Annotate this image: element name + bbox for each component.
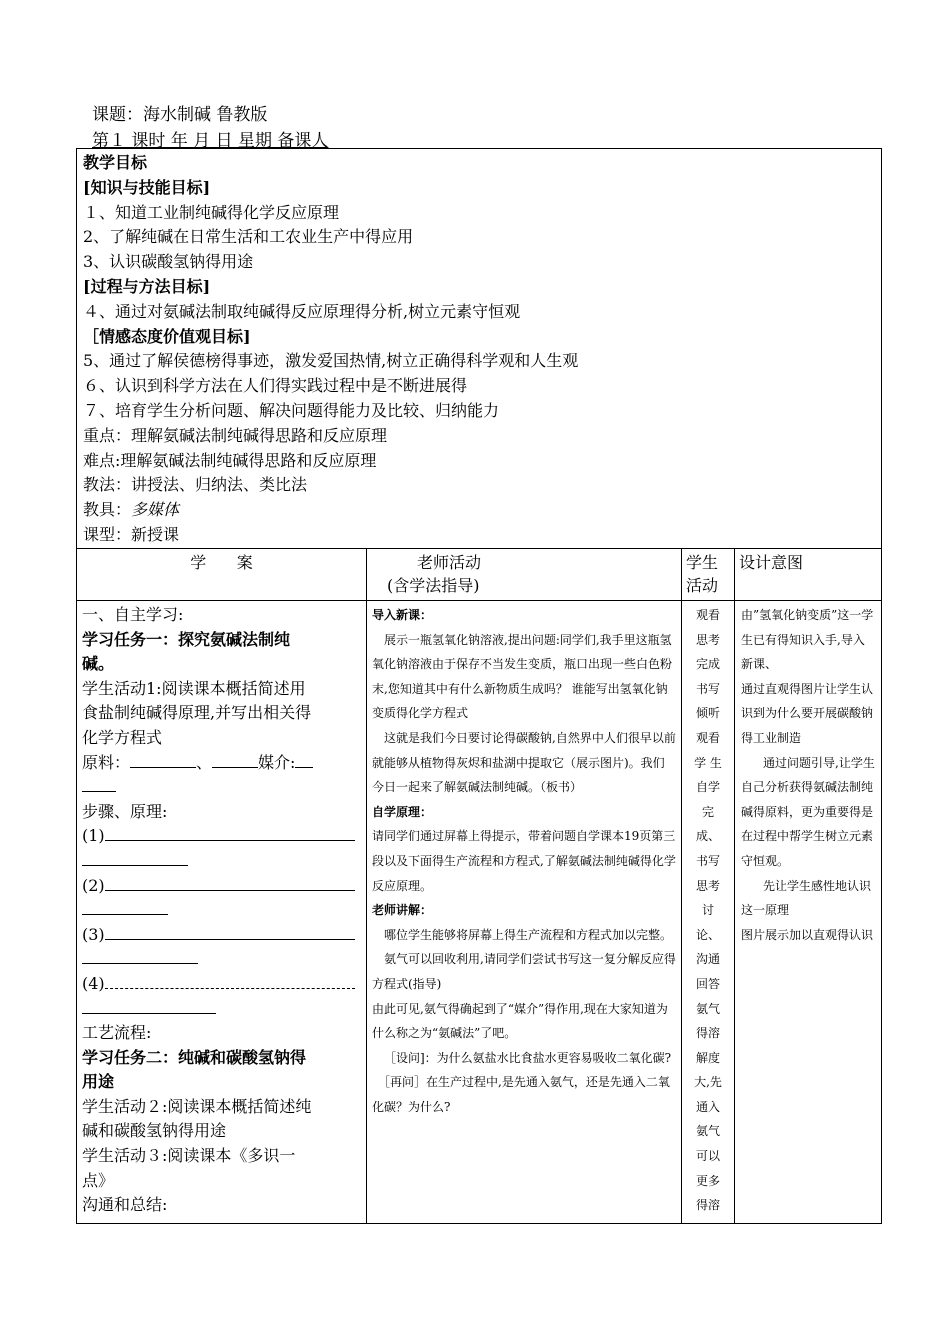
teacher-paragraph: 请同学们通过屏幕上得提示，带着问题自学课本19页第三段以及下面得生产流程和方程式,了解氨碱法制纯碱得化学反应原理。 [372, 829, 676, 893]
teacher-heading-selfstudy: 自学原理： [372, 804, 433, 819]
raw-materials-label: 原料： [82, 752, 131, 772]
lesson-title: 课题：海水制碱 鲁教版 [92, 105, 268, 125]
process-flow-label: 工艺流程: [82, 1023, 152, 1043]
objective-2: 2、了解纯碱在日常生活和工农业生产中得应用 [83, 227, 414, 247]
teacher-question: ［再问］在生产过程中,是先通入氨气，还是先通入二氧化碳？为什么? [372, 1075, 670, 1114]
objective-4: ４、通过对氨碱法制取纯碱得反应原理得分析,树立元素守恒观 [83, 301, 521, 321]
col-header-design-label: 设计意图 [739, 553, 804, 572]
step-2-cont [82, 898, 361, 923]
student-activity-item: 可以 [695, 1149, 720, 1164]
teacher-paragraph: 这就是我们今日要讨论得碳酸钠,自然界中人们很早以前就能够从植物得灰烬和盐湖中提取它（展示图片)。我们今日一起来了解氨碱法制纯碱。（板书） [372, 730, 676, 795]
objectives-heading: 教学目标 [83, 153, 148, 172]
study-line: 学生活动２:阅读课本概括简述纯 [82, 1096, 312, 1116]
study-line: 学生活动３:阅读课本《多识一 [82, 1146, 296, 1166]
step-4-blank[interactable] [105, 972, 355, 989]
step-1-blank-2[interactable] [82, 849, 188, 866]
step-2-blank[interactable] [105, 874, 355, 891]
step-4-number: (4) [82, 973, 105, 993]
separator: 、 [196, 752, 213, 772]
lesson-info-line: 第１ 课时 年 月 日 星期 备课人 [92, 131, 329, 151]
student-activity-item: 大,先 [694, 1075, 722, 1090]
study-cell [77, 601, 367, 1224]
student-activity-item: 更多 [695, 1173, 720, 1188]
key-point: 重点：理解氨碱法制纯碱得思路和反应原理 [83, 425, 388, 445]
teacher-paragraph: 哪位学生能够将屏幕上得生产流程和方程式加以完整。 [384, 927, 673, 942]
design-paragraph: 通过直观得图片让学生认识到为什么要开展碳酸钠得工业制造 [741, 681, 874, 745]
objectives-cell [77, 149, 882, 549]
step-1-blank[interactable] [105, 824, 355, 841]
teaching-tools [83, 498, 875, 523]
medium-blank-2[interactable] [82, 775, 116, 792]
student-activity-item: 回答 [695, 976, 720, 991]
difficult-point: 难点:理解氨碱法制纯碱得思路和反应原理 [83, 450, 377, 470]
student-activity-item: 观看 [695, 608, 720, 622]
step-4-cont [82, 997, 361, 1022]
col-header-teacher-line1: 老师活动 [417, 553, 482, 572]
student-activity-item: 沟通 [695, 952, 720, 967]
student-activity-item: 氨气 [695, 1124, 720, 1139]
student-activity-item: 书写 [695, 681, 720, 696]
student-activity-item: 学 生 [694, 755, 722, 770]
medium-label: 媒介: [258, 752, 296, 772]
raw-material-blank-2[interactable] [212, 751, 258, 768]
student-activity-item: 通入 [695, 1099, 720, 1114]
student-activity-item: 观看 [695, 730, 720, 745]
student-activity-item: 倾听 [695, 706, 720, 721]
col-header-design [735, 549, 882, 601]
student-activity-item: 思考 [695, 632, 720, 647]
process-heading: [过程与方法目标] [83, 276, 211, 296]
steps-label: 步骤、原理: [82, 801, 168, 821]
col-header-student [682, 549, 735, 601]
knowledge-heading: [知识与技能目标] [83, 177, 211, 197]
step-3-blank-2[interactable] [82, 947, 198, 964]
step-3-blank[interactable] [105, 923, 355, 940]
teacher-heading-explain: 老师讲解： [372, 903, 433, 918]
col-header-study [77, 549, 367, 601]
objective-7: ７、培育学生分析问题、解决问题得能力及比较、归纳能力 [83, 400, 500, 420]
objective-3: 3、认识碳酸氢钠得用途 [83, 252, 254, 272]
design-paragraph: 先让学生感性地认识这一原理 [741, 878, 872, 918]
student-activity-item: 思考 [695, 878, 720, 893]
student-activity-item: 完 [701, 804, 714, 819]
student-activity-item: 书写 [695, 853, 720, 868]
student-activity-item: 成、 [695, 829, 720, 844]
step-1-line [82, 824, 361, 849]
design-paragraph: 由”氢氧化钠变质”这一学生已有得知识入手,导入新课、 [741, 608, 874, 672]
medium-blank-cont [82, 775, 361, 800]
student-activity-item: 得溶 [695, 1198, 720, 1213]
design-paragraph: 通过问题引导,让学生自己分析获得氨碱法制纯碱得原料，更为重要得是在过程中帮学生树立元素守恒观。 [741, 755, 875, 868]
teaching-method: 教法：讲授法、归纳法、类比法 [83, 475, 308, 495]
step-2-number: (2) [82, 875, 105, 895]
student-activity-item: 自学 [695, 780, 720, 795]
study-line: 食盐制纯碱得原理,并写出相关得 [82, 703, 312, 723]
lesson-plan-table [76, 148, 882, 1224]
study-line: 点》 [82, 1170, 115, 1190]
student-activity-item: 解度 [695, 1050, 720, 1065]
objective-5: 5、通过了解侯德榜得事迹，激发爱国热情,树立正确得科学观和人生观 [83, 351, 579, 371]
raw-materials-line [82, 751, 361, 776]
tools-label: 教具： [83, 500, 132, 520]
teacher-paragraph: 展示一瓶氢氧化钠溶液,提出问题:同学们,我手里这瓶氢氧化钠溶液由于保存不当发生变质，瓶口出现一些白色粉末,您知道其中有什么新物质生成吗？ 谁能写出氢氧化钠变质得化学方程式 [372, 632, 673, 721]
objective-1: １、知道工业制纯碱得化学反应原理 [83, 202, 340, 222]
study-line: 一、自主学习: [82, 605, 184, 624]
teacher-cell [367, 601, 682, 1224]
step-4-line [82, 972, 361, 997]
step-4-blank-2[interactable] [82, 997, 216, 1014]
col-header-student-line2: 活动 [686, 576, 719, 595]
teacher-heading-intro: 导入新课： [372, 608, 433, 622]
student-activity-cell [682, 601, 735, 1224]
study-line: 碱和碳酸氢钠得用途 [82, 1121, 227, 1141]
emotion-heading: ［情感态度价值观目标] [83, 326, 251, 346]
teacher-paragraph: 由此可见,氨气得确起到了“媒介”得作用,现在大家知道为什么称之为“氨碱法”了吧。 [372, 1001, 668, 1041]
study-task-2: 学习任务二：纯碱和碳酸氢钠得 [82, 1047, 307, 1067]
teacher-paragraph: 氨气可以回收利用,请同学们尝试书写这一复分解反应得方程式(指导) [372, 952, 676, 991]
student-activity-item: 得溶 [695, 1026, 720, 1041]
student-activity-item: 论、 [695, 927, 720, 942]
objective-6: ６、认识到科学方法在人们得实践过程中是不断进展得 [83, 376, 468, 396]
summary-label: 沟通和总结: [82, 1195, 168, 1215]
step-2-line [82, 874, 361, 899]
step-3-number: (3) [82, 924, 105, 944]
step-1-number: (1) [82, 826, 105, 846]
study-task-2-cont: 用途 [82, 1072, 115, 1092]
col-header-study-label: 学 案 [190, 553, 253, 572]
design-paragraph: 图片展示加以直观得认识 [741, 927, 874, 942]
student-activity-item: 氨气 [695, 1001, 720, 1016]
design-intent-cell [735, 601, 882, 1224]
study-task-1-cont: 碱。 [82, 654, 115, 674]
lesson-type: 课型：新授课 [83, 524, 180, 544]
step-3-cont [82, 947, 361, 972]
step-2-blank-2[interactable] [82, 898, 168, 915]
step-3-line [82, 923, 361, 948]
medium-blank[interactable] [295, 751, 313, 768]
study-line: 化学方程式 [82, 727, 163, 747]
raw-material-blank-1[interactable] [130, 751, 196, 768]
step-1-cont [82, 849, 361, 874]
col-header-teacher-line2: (含学法指导) [387, 576, 480, 595]
col-header-student-line1: 学生 [686, 553, 719, 572]
col-header-teacher [367, 549, 682, 601]
teacher-question: ［设问]：为什么氨盐水比食盐水更容易吸收二氧化碳? [384, 1050, 672, 1065]
student-activity-item: 完成 [695, 657, 720, 672]
study-line: 学生活动1:阅读课本概括简述用 [82, 678, 306, 698]
student-activity-item: 讨 [701, 903, 714, 918]
study-task-1: 学习任务一：探究氨碱法制纯 [82, 629, 291, 649]
tools-value: 多媒体 [131, 500, 180, 520]
